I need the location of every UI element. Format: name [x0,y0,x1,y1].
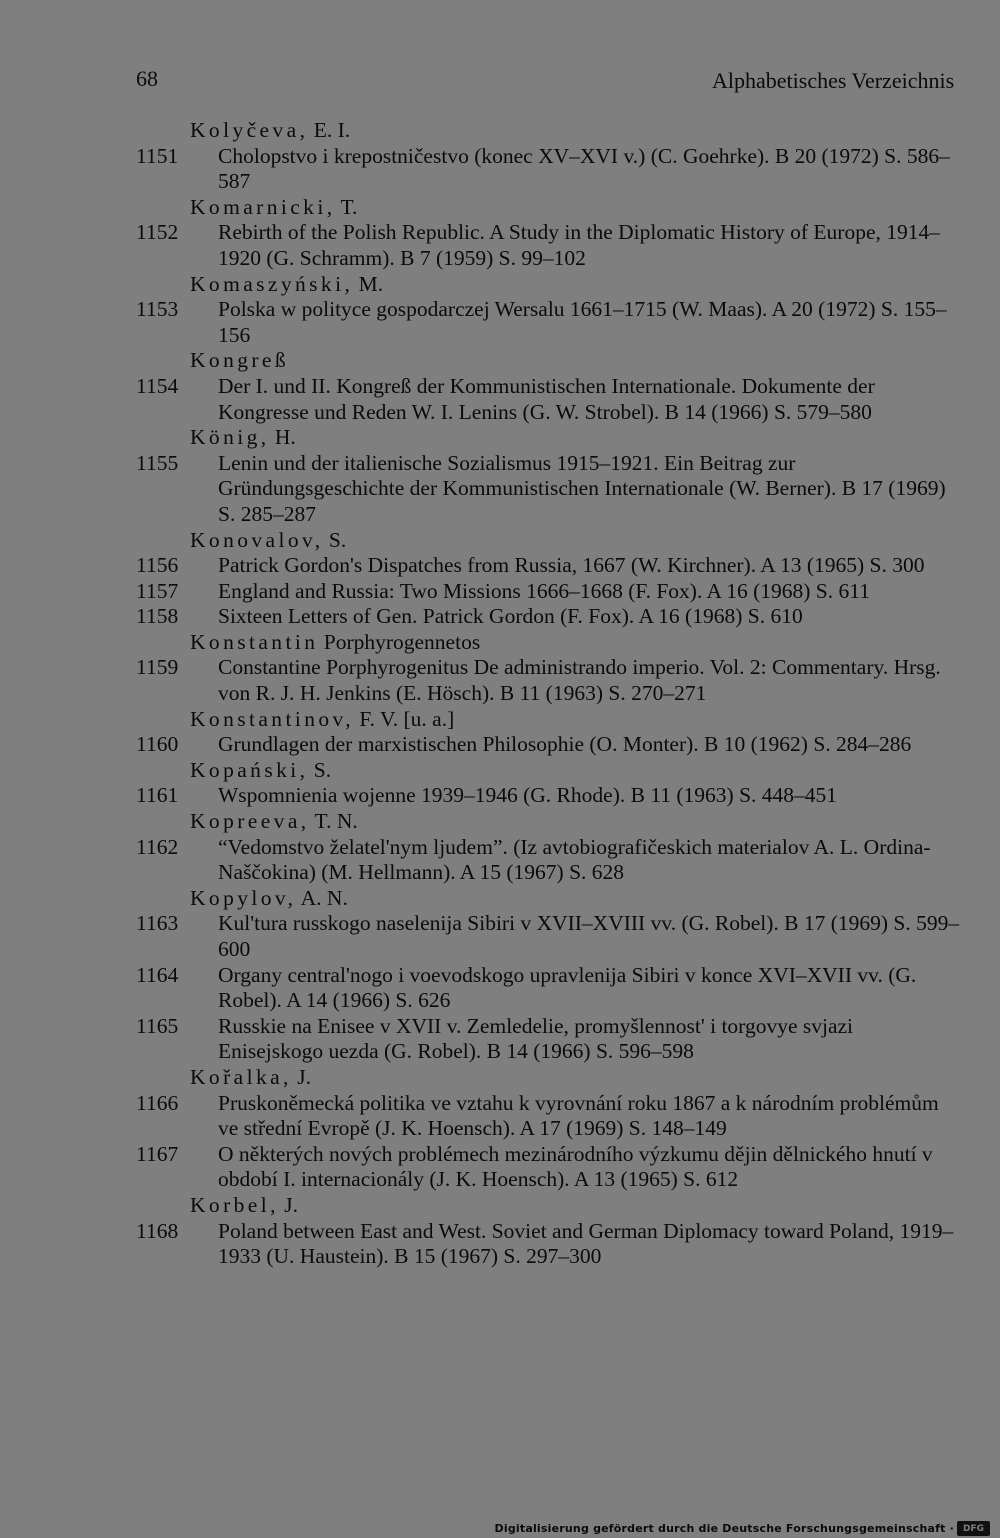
author-surname: Kopreeva, [190,809,310,834]
entry-number: 1151 [136,143,179,168]
entry-text: Cholopstvo i krepostničestvo (konec XV–XVI v.) (C. Goehrke). B 20 (1972) S. 586–587 [218,143,950,194]
entry-number: 1164 [136,962,179,987]
entry-number: 1165 [136,1013,179,1038]
entry-number: 1166 [136,1090,179,1115]
entry-text: Russkie na Enisee v XVII v. Zemledelie, promyšlennost' i torgovye svjazi Enisejskogo uezda (G. Robel). B 14 (1966) S. 596–598 [218,1013,854,1064]
author-heading [190,348,1000,374]
author-initials: S. [328,527,347,552]
author-initials: J. [284,1192,299,1217]
entry-number: 1154 [136,373,179,398]
author-surname: Kongreß [190,348,290,373]
entry-text: Pruskoněmecká politika ve vztahu k vyrovnání roku 1867 a k národním problémům ve střední Evropě (J. K. Hoensch). A 17 (1969) S. 148–149 [218,1090,939,1141]
author-surname: König, [190,425,270,450]
bibliography-list [0,118,1000,1270]
bibliography-entry [0,553,1000,579]
bibliography-entry [0,1014,1000,1065]
bibliography-entry [0,604,1000,630]
author-surname: Kopański, [190,757,309,782]
entry-text: Rebirth of the Polish Republic. A Study in the Diplomatic History of Europe, 1914–1920 (G. Schramm). B 7 (1959) S. 99–102 [218,220,940,270]
author-heading [190,1193,1000,1219]
bibliography-entry [0,579,1000,605]
entry-text: Sixteen Letters of Gen. Patrick Gordon (F. Fox). A 16 (1968) S. 610 [218,604,803,629]
entry-number: 1153 [136,297,179,322]
bibliography-entry [0,297,1000,348]
author-heading [190,118,1000,144]
dfg-logo-icon: DFG [957,1521,990,1536]
bibliography-entry [0,451,1000,528]
entry-text: Grundlagen der marxistischen Philosophie (O. Monter). B 10 (1962) S. 284–286 [218,732,912,757]
entry-text: Organy central'nogo i voevodskogo upravlenija Sibiri v konce XVI–XVII vv. (G. Robel). A 14 (1966) S. 626 [218,962,917,1013]
entry-text: Poland between East and West. Soviet and German Diplomacy toward Poland, 1919–1933 (U. Haustein). B 15 (1967) S. 297–300 [218,1218,954,1269]
bibliography-entry [0,732,1000,758]
author-initials: F. V. [u. a.] [359,706,455,731]
author-surname: Kopylov, [190,885,297,910]
author-heading [190,528,1000,554]
author-surname: Konovalov, [190,527,324,552]
author-surname: Kořalka, [190,1064,292,1089]
entry-text: Der I. und II. Kongreß der Kommunistischen Internationale. Dokumente der Kongresse und Reden W. I. Lenins (G. W. Strobel). B 14 (1966) S. 579–580 [218,373,875,424]
bibliography-entry [0,655,1000,706]
entry-text: O některých nových problémech mezinárodního výzkumu dějin dělnického hnutí v období I. internacionály (J. K. Hoensch). A 13 (1965) S. 612 [218,1141,933,1192]
author-surname: Komaszyński, [190,271,354,296]
bibliography-entry [0,835,1000,886]
entry-text: England and Russia: Two Missions 1666–1668 (F. Fox). A 16 (1968) S. 611 [218,578,870,603]
entry-number: 1163 [136,911,179,936]
entry-number: 1156 [136,553,179,578]
entry-text: Kul'tura russkogo naselenija Sibiri v XVII–XVIII vv. (G. Robel). B 17 (1969) S. 599–600 [218,911,960,961]
bibliography-entry [0,1091,1000,1142]
author-heading [190,630,1000,656]
author-heading [190,272,1000,298]
author-initials: T. N. [314,809,358,834]
credit-text: Digitalisierung gefördert durch die Deutsche Forschungsgemeinschaft · [494,1522,954,1535]
author-initials: M. [358,271,384,296]
entry-number: 1160 [136,732,179,757]
entry-text: Patrick Gordon's Dispatches from Russia, 1667 (W. Kirchner). A 13 (1965) S. 300 [218,553,925,578]
author-initials: T. [340,194,358,219]
author-surname: Komarnicki, [190,194,336,219]
entry-number: 1155 [136,450,179,475]
bibliography-entry [0,1142,1000,1193]
page-number: 68 [136,66,158,91]
bibliography-entry [0,374,1000,425]
author-initials: A. N. [300,885,348,910]
author-heading [190,1065,1000,1091]
author-surname: Kolyčeva, [190,118,309,142]
entry-text: Lenin und der italienische Sozialismus 1915–1921. Ein Beitrag zur Gründungsgeschichte der Kommunistischen Internationale (W. Berner). B 17 (1969) S. 285–287 [218,450,946,526]
bibliography-entry [0,911,1000,962]
bibliography-entry [0,144,1000,195]
entry-number: 1161 [136,783,179,808]
author-initials: H. [274,425,296,450]
author-heading [190,809,1000,835]
bibliography-entry [0,1219,1000,1270]
entry-text: “Vedomstvo želatel'nym ljudem”. (Iz avtobiografičeskich materialov A. L. Ordina-Naščokina) (M. Hellmann). A 15 (1967) S. 628 [218,834,931,885]
author-surname: Konstantin [190,629,319,654]
entry-text: Polska w polityce gospodarczej Wersalu 1661–1715 (W. Maas). A 20 (1972) S. 155–156 [218,297,947,347]
entry-number: 1167 [136,1141,179,1166]
running-head: Alphabetisches Verzeichnis [712,68,955,93]
bibliography-entry [0,220,1000,271]
entry-number: 1162 [136,834,179,859]
author-surname: Korbel, [190,1192,279,1217]
author-initials: E. I. [313,118,351,142]
entry-number: 1168 [136,1218,179,1243]
author-initials: S. [313,757,332,782]
bibliography-entry [0,783,1000,809]
author-heading [190,425,1000,451]
entry-number: 1157 [136,578,179,603]
author-heading [190,886,1000,912]
author-heading [190,195,1000,221]
bibliography-entry [0,963,1000,1014]
entry-text: Wspomnienia wojenne 1939–1946 (G. Rhode). B 11 (1963) S. 448–451 [218,783,838,808]
entry-number: 1158 [136,604,179,629]
author-surname: Konstantinov, [190,706,355,731]
entry-number: 1152 [136,220,179,245]
author-initials: Porphyrogennetos [323,629,481,654]
entry-text: Constantine Porphyrogenitus De administrando imperio. Vol. 2: Commentary. Hrsg. von R. J. H. Jenkins (E. Hösch). B 11 (1963) S. 270–271 [218,655,941,706]
author-heading [190,707,1000,733]
digitization-credit [495,1522,954,1535]
entry-number: 1159 [136,655,179,680]
author-initials: J. [297,1064,311,1089]
author-heading [190,758,1000,784]
